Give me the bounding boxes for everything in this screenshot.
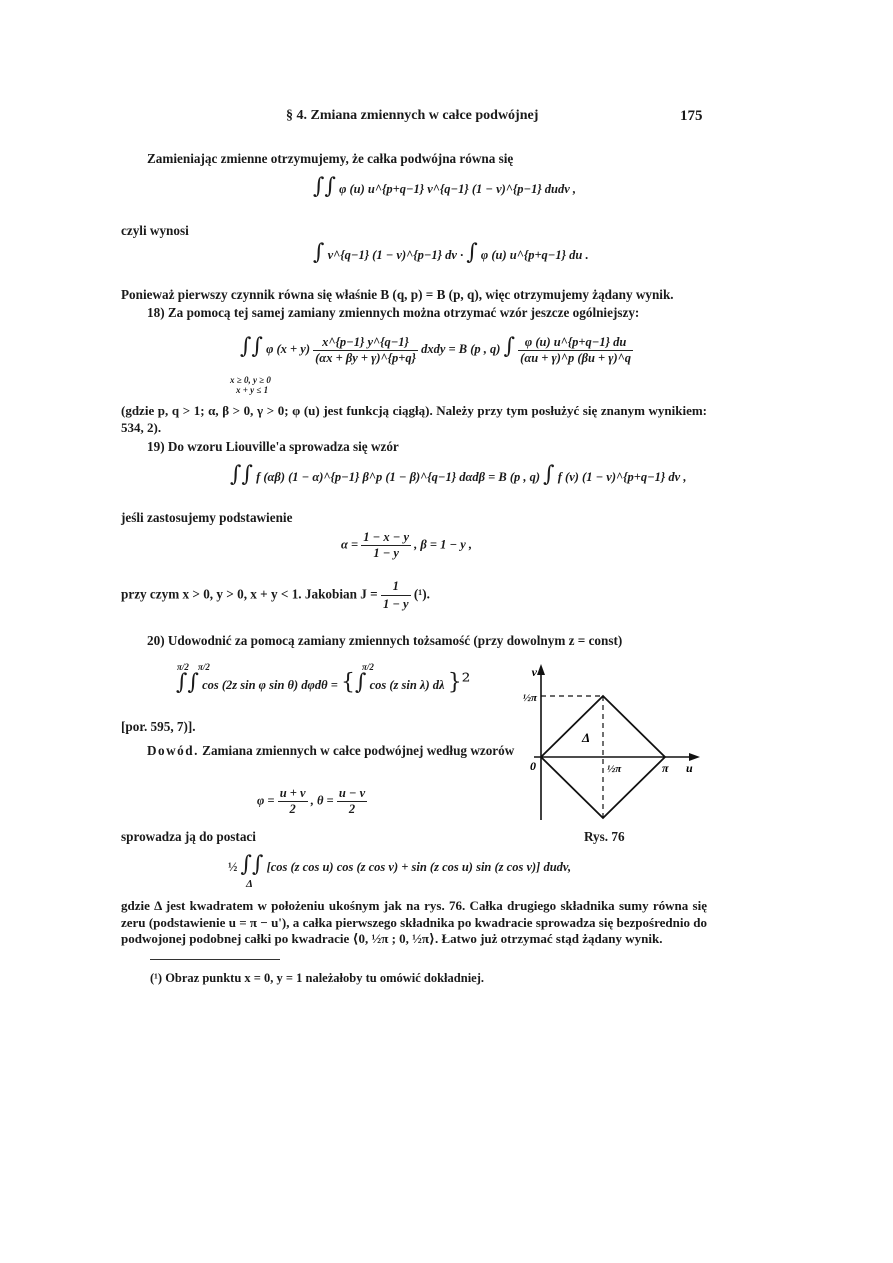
text-line: Ponieważ pierwszy czynnik równa się właśnie B (q, p) = B (p, q), więc otrzymujemy żądany wynik. bbox=[121, 287, 674, 302]
limit: π/2 bbox=[177, 662, 189, 672]
text-paragraph: gdzie Δ jest kwadratem w położeniu ukośnym jak na rys. 76. Całka drugiego składnika sumy równa się zeru (podstawienie u = π − u'), a całka pierwszego składnika po kwadracie sprowadza się bezpośrednio do podwojonej podobnej całki po kwadracie ⟨0, ½π ; 0, ½π⟩. Łatwo już otrzymać stąd żądany wynik. bbox=[121, 898, 707, 946]
numerator: φ (u) u^{p+q−1} du bbox=[518, 335, 633, 351]
equation-text: f (αβ) (1 − α)^{p−1} β^p (1 − β)^{q−1} dαdβ = B (p , q) bbox=[256, 470, 541, 484]
equation-text: φ (u) u^{p+q−1} v^{q−1} (1 − v)^{p−1} dudv , bbox=[339, 182, 577, 196]
coefficient: ½ bbox=[228, 860, 238, 874]
limit: π/2 bbox=[362, 662, 374, 672]
footnote-rule bbox=[150, 959, 280, 960]
figure-caption: Rys. 76 bbox=[584, 829, 625, 844]
equation-8: ½ ∫∫ [cos (z cos u) cos (z cos v) + sin (z cos u) sin (z cos v)] dudv, bbox=[228, 852, 572, 877]
footnote-ref: (¹). bbox=[413, 586, 430, 602]
limit: π/2 bbox=[198, 662, 210, 672]
denominator: (αu + γ)^p (βu + γ)^q bbox=[520, 350, 632, 365]
fraction bbox=[518, 335, 633, 366]
label-half-pi-x: ½π bbox=[607, 763, 622, 775]
text-line: [por. 595, 7)]. bbox=[121, 719, 196, 734]
footnote: (¹) Obraz punktu x = 0, y = 1 należałoby tu omówić dokładniej. bbox=[150, 971, 484, 985]
integration-domain: x ≥ 0, y ≥ 0 bbox=[230, 375, 271, 385]
integration-domain: Δ bbox=[246, 878, 253, 890]
label-origin: 0 bbox=[530, 759, 536, 773]
integration-domain: x + y ≤ 1 bbox=[236, 385, 269, 395]
equation-text: φ (u) u^{p+q−1} du . bbox=[480, 248, 589, 262]
fraction bbox=[337, 786, 367, 817]
equation-1: ∫∫ φ (u) u^{p+q−1} v^{q−1} (1 − v)^{p−1} dudv , bbox=[313, 174, 577, 199]
equation-2: ∫ v^{q−1} (1 − v)^{p−1} dv · ∫ φ (u) u^{p+q−1} du . bbox=[313, 240, 589, 265]
denominator: 2 bbox=[289, 802, 296, 816]
fraction bbox=[381, 578, 411, 613]
equation-text: , θ = bbox=[310, 793, 334, 808]
fraction bbox=[361, 530, 411, 561]
equation-text: v^{q−1} (1 − v)^{p−1} dv · bbox=[327, 248, 464, 262]
text-line: 20) Udowodnić za pomocą zamiany zmiennych tożsamość (przy dowolnym z = const) bbox=[147, 633, 623, 648]
equation-text: α = bbox=[341, 537, 359, 552]
text-line: czyli wynosi bbox=[121, 223, 189, 238]
label-pi: π bbox=[662, 761, 669, 775]
text-line bbox=[121, 578, 430, 613]
numerator: 1 bbox=[381, 578, 411, 596]
denominator: 1 − y bbox=[373, 546, 399, 560]
denominator: (αx + βy + γ)^{p+q} bbox=[315, 350, 416, 365]
equation-text: dxdy = B (p , q) bbox=[421, 342, 501, 356]
proof-label: Dowód. bbox=[147, 743, 199, 758]
page-number: 175 bbox=[680, 108, 703, 124]
numerator: 1 − x − y bbox=[363, 530, 409, 544]
text-line: Zamieniając zmienne otrzymujemy, że całka podwójna równa się bbox=[147, 151, 514, 166]
label-u: u bbox=[686, 761, 693, 775]
label-delta: Δ bbox=[582, 730, 591, 745]
fraction bbox=[278, 786, 308, 817]
text-line: 19) Do wzoru Liouville'a sprowadza się wzór bbox=[147, 439, 399, 454]
running-header: § 4. Zmiana zmiennych w całce podwójnej bbox=[286, 108, 539, 123]
text-paragraph: (gdzie p, q > 1; α, β > 0, γ > 0; φ (u) jest funkcją ciągłą). Należy przy tym posłużyć się znanym wynikiem: 534, 2). bbox=[121, 403, 707, 435]
fraction bbox=[313, 335, 418, 366]
figure-rys-76 bbox=[520, 660, 720, 825]
text-span: Zamiana zmiennych w całce podwójnej według wzorów bbox=[202, 743, 515, 758]
text-line bbox=[147, 742, 514, 759]
denominator: 2 bbox=[348, 802, 356, 816]
label-v: v bbox=[531, 665, 537, 679]
text-line: 18) Za pomocą tej samej zamiany zmiennych można otrzymać wzór jeszcze ogólniejszy: bbox=[147, 305, 640, 320]
equation-6: ∫∫ cos (2z sin φ sin θ) dφdθ = {∫ cos (z sin λ) dλ }² bbox=[176, 670, 471, 695]
equation-3: ∫∫ φ (x + y) $\frac{x\^{}\{p-1\} y\^{}\{q-1\}}{(\alpha x + \beta y + \gamma)\^{}\{p+q\}}$ dxdy = B (p , q) ∫ $\frac{\varphi (u) u\^{}\{p+q-1\} du}{(\alpha u + \gamma)\^{}p (\beta u + \gamma)\^{}q}$ bbox=[240, 334, 632, 365]
equation-text: f (v) (1 − v)^{p+q−1} dv , bbox=[557, 470, 687, 484]
equation-text: φ (x + y) bbox=[266, 342, 310, 356]
equation-text: cos (2z sin φ sin θ) dφdθ = bbox=[202, 678, 338, 692]
label-half-pi-y: ½π bbox=[522, 692, 537, 704]
u-axis-arrow bbox=[689, 753, 700, 761]
v-axis-arrow bbox=[537, 664, 545, 675]
numerator: x^{p−1} y^{q−1} bbox=[313, 335, 418, 351]
numerator: u + v bbox=[279, 786, 306, 800]
equation-4: ∫∫ f (αβ) (1 − α)^{p−1} β^p (1 − β)^{q−1} dαdβ = B (p , q) ∫ f (v) (1 − v)^{p+q−1} dv , bbox=[230, 462, 687, 487]
denominator: 1 − y bbox=[382, 597, 409, 611]
equation-7 bbox=[257, 786, 367, 817]
equation-text: cos (z sin λ) dλ bbox=[369, 678, 445, 692]
text-line: sprowadza ją do postaci bbox=[121, 829, 256, 844]
text-span: przy czym x > 0, y > 0, x + y < 1. Jakobian J = bbox=[121, 586, 378, 602]
equation-text: φ = bbox=[257, 793, 275, 808]
equation-text: , β = 1 − y , bbox=[414, 537, 473, 552]
equation-text: [cos (z cos u) cos (z cos v) + sin (z cos u) sin (z cos v)] dudv, bbox=[266, 860, 572, 874]
numerator: u − v bbox=[338, 786, 366, 800]
equation-5 bbox=[341, 530, 472, 561]
text-line: jeśli zastosujemy podstawienie bbox=[121, 510, 293, 525]
